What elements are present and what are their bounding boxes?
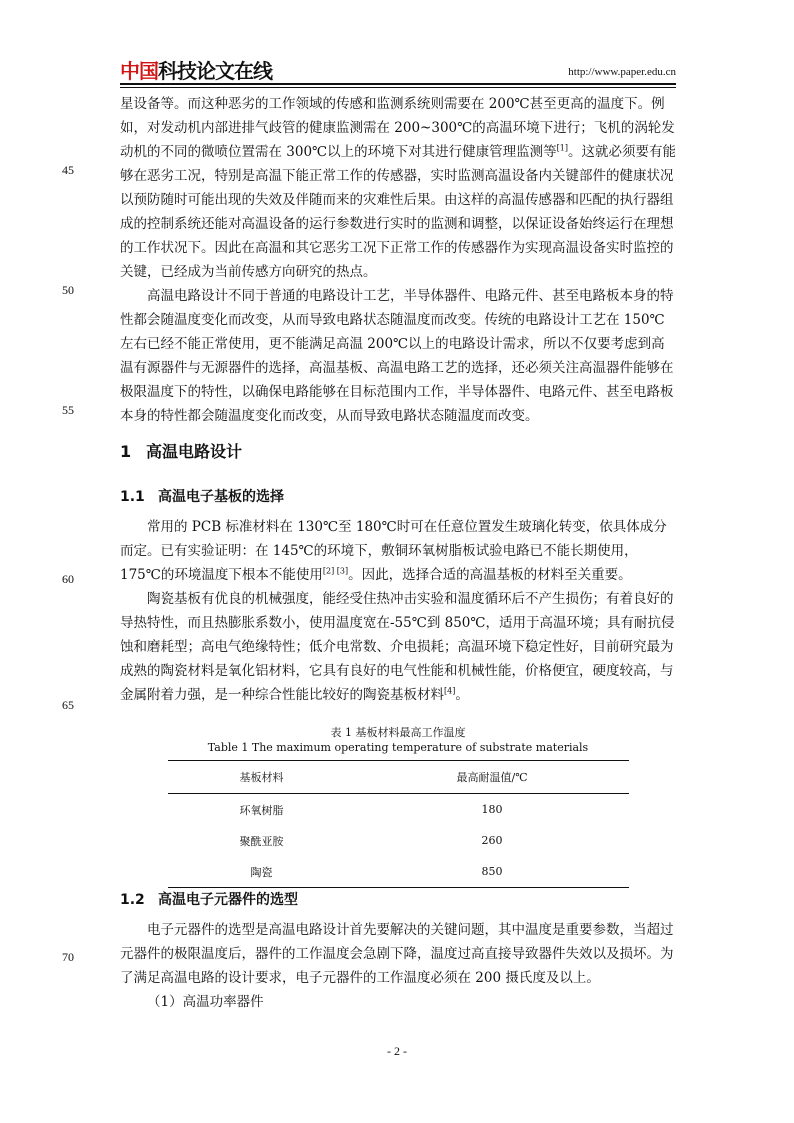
substrate-temperature-table: [168, 760, 629, 888]
subsection-title: 高温电子基板的选择: [158, 489, 284, 505]
line-number: 65: [62, 698, 74, 712]
subsection-number: 1.1: [120, 489, 145, 505]
line-number: 45: [62, 163, 74, 177]
table-cell: 陶瓷: [168, 856, 355, 888]
table-header-row: [168, 761, 629, 794]
table-row: [168, 794, 629, 826]
header-rule-thick: [120, 83, 676, 85]
line-number: 60: [62, 572, 74, 586]
text-run: 。因此，选择合适的高温基板的材料至关重要。: [348, 567, 632, 583]
section-number: 1: [120, 442, 132, 461]
logo-red-text: 中国: [120, 59, 158, 83]
intro-text: [120, 92, 676, 428]
section-1-1-text: [120, 515, 676, 707]
line-number: 70: [62, 950, 74, 964]
text-run: 。: [455, 687, 469, 703]
text-run: 陶瓷基板有优良的机械强度，能经受住热冲击实验和温度循环后不产生损伤；有着良好的导热特性，而且热膨胀系数小，使用温度宽在-55℃到 850℃，适用于高温环境；具有耐抗侵蚀和磨耗型；高电气绝缘特性；低介电常数、介电损耗；高温环境下稳定性好，目前研究最为成熟的陶瓷材料是氧化铝材料，它具有良好的电气性能和机械性能，价格便宜，硬度较高，与金属附着力强，是一种综合性能比较好的陶瓷基板材料: [120, 591, 675, 703]
paragraph: [120, 515, 676, 587]
subsection-title: 高温电子元器件的选型: [158, 892, 298, 908]
table-caption-en: Table 1 The maximum operating temperature of substrate materials: [207, 741, 589, 754]
table-cell: 850: [355, 856, 629, 888]
section-title: 高温电路设计: [146, 442, 243, 461]
table-row: [168, 825, 629, 856]
intro-paragraph-2: 高温电路设计不同于普通的电路设计工艺，半导体器件、电路元件、甚至电路板本身的特性都会随温度变化而改变，从而导致电路状态随温度而改变。传统的电路设计工艺在 150℃左右已经不能正常使用，更不能满足高温 200℃以上的电路设计需求，所以不仅要考虑到高温有源器件与无源器件的选择，高温基板、高温电路工艺的选择，还必须关注高温器件能够在极限温度下的特性，以确保电路能够在目标范围内工作，半导体器件、电路元件、甚至电路板本身的特性都会随温度变化而改变，从而导致电路状态随温度而改变。: [120, 288, 674, 424]
paragraph: [120, 587, 676, 707]
text-run: 常用的 PCB 标准材料在 130℃至 180℃时可在任意位置发生玻璃化转变，依具体成分而定。已有实验证明：在 145℃的环境下，敷铜环氧树脂板试验电路已不能长期使用，175℃的环境温度下根本不能使用: [120, 519, 667, 583]
logo-black-text: 科技论文在线: [158, 59, 272, 83]
line-number: 55: [62, 403, 74, 417]
table-cell: 环氧树脂: [239, 803, 284, 817]
table-caption-cn: 表 1 基板材料最高工作温度: [330, 726, 466, 739]
paragraph: 电子元器件的选型是高温电路设计首先要解决的关键问题，其中温度是重要参数，当超过元器件的极限温度后，器件的工作温度会急剧下降，温度过高直接导致器件失效以及损坏。为了满足高温电路的设计要求，电子元器件的工作温度必须在 200 摄氏度及以上。: [120, 922, 674, 986]
section-heading: [120, 439, 242, 462]
list-item: （1）高温功率器件: [147, 994, 264, 1010]
column-header: 最高耐温值/℃: [355, 761, 629, 794]
text-run: 星设备等。而这种恶劣的工作领域的传感和监测系统则需要在 200℃甚至更高的温度下。例如，对发动机内部进排气歧管的健康监测需在 200~300℃的高温环境下进行；飞机的涡轮发动机的不同的微喷位置需在 300℃以上的环境下对其进行健康管理监测等: [120, 96, 675, 160]
citation: [1]: [556, 143, 569, 153]
table-cell: 180: [481, 803, 503, 816]
citation: [4]: [444, 686, 456, 696]
citation: [2] [3]: [322, 566, 349, 576]
header-rule-thin: [120, 87, 676, 88]
intro-paragraph-1: [120, 92, 676, 284]
column-header: 基板材料: [168, 761, 355, 794]
table-row: [168, 856, 629, 888]
table-cell: 聚酰亚胺: [239, 834, 284, 848]
line-number: 50: [62, 283, 74, 297]
table-cell: 260: [481, 834, 503, 847]
section-1-2-text: [120, 918, 676, 1014]
journal-url[interactable]: http://www.paper.edu.cn: [568, 66, 676, 78]
subsection-heading: [120, 889, 298, 909]
text-run: 。这就必须要有能够在恶劣工况，特别是高温下能正常工作的传感器，实时监测高温设备内关键部件的健康状况以预防随时可能出现的失效及伴随而来的灾难性后果。由这样的高温传感器和匹配的执行器组成的控制系统还能对高温设备的运行参数进行实时的监测和调整，以保证设备始终运行在理想的工作状况下。因此在高温和其它恶劣工况下正常工作的传感器作为实现高温设备实时监控的关键，已经成为当前传感方向研究的热点。: [120, 144, 677, 280]
page-number: - 2 -: [387, 1044, 407, 1058]
page-header: [120, 58, 676, 86]
journal-logo: [120, 58, 272, 84]
subsection-number: 1.2: [120, 892, 145, 908]
subsection-heading: [120, 486, 284, 506]
